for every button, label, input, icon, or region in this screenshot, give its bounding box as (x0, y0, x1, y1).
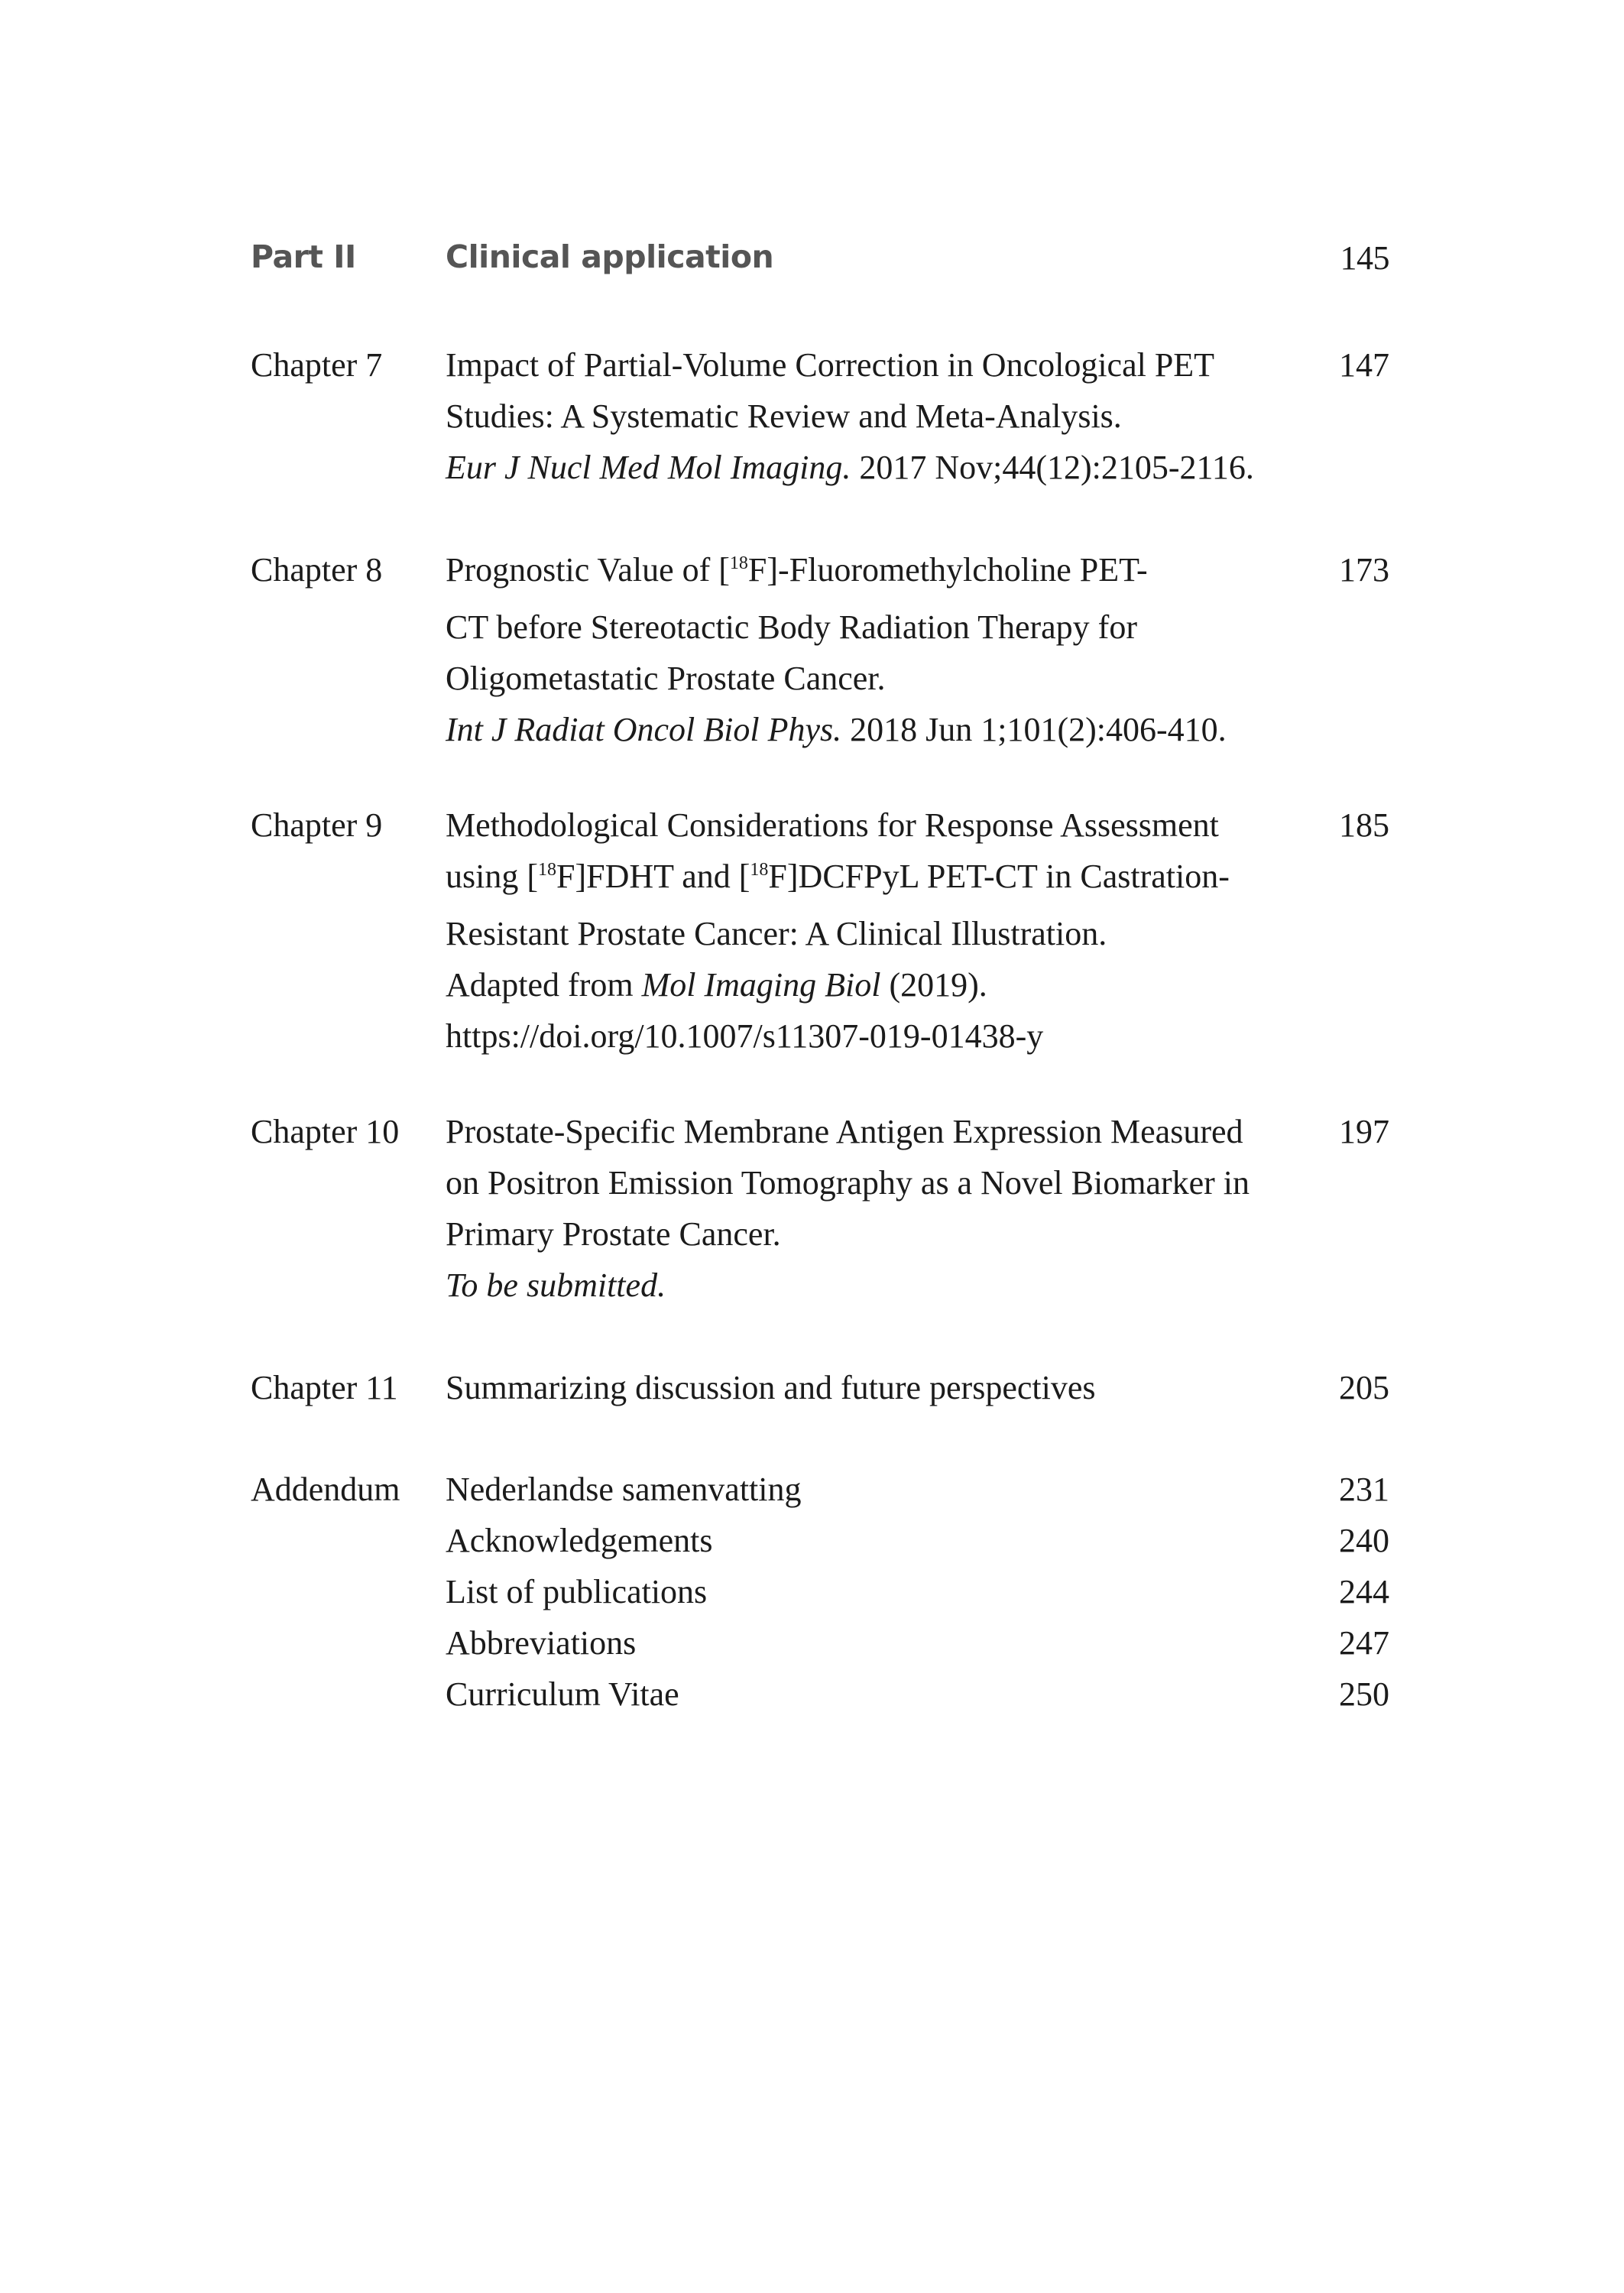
isotope-superscript: 18 (750, 860, 769, 880)
chapter-label: Chapter 10 (251, 1113, 400, 1150)
part-page-number: 145 (1340, 239, 1389, 277)
addendum-label: Addendum (251, 1471, 400, 1508)
chapter-description (446, 544, 1324, 755)
addendum-page-number: 244 (1339, 1573, 1389, 1610)
chapter-page-number: 205 (1339, 1369, 1389, 1406)
chapter-status: To be submitted. (446, 1267, 666, 1304)
chapter-description (446, 339, 1324, 493)
chapter-page-number: 185 (1339, 806, 1389, 844)
isotope-superscript: 18 (729, 553, 748, 573)
part-title: Clinical application (446, 238, 774, 275)
chapter-title-line: on Positron Emission Tomography as a Novel Biomarker in (446, 1164, 1250, 1202)
chapter-title-line: Summarizing discussion and future perspectives (446, 1369, 1096, 1406)
addendum-page-number: 240 (1339, 1522, 1389, 1559)
chapter-title-line: Prostate-Specific Membrane Antigen Expression Measured (446, 1113, 1243, 1150)
chapter-title-line: Resistant Prostate Cancer: A Clinical Illustration. (446, 915, 1107, 952)
addendum-page-number: 247 (1339, 1624, 1389, 1662)
chapter-description (446, 1362, 1324, 1413)
addendum-item[interactable]: List of publications (446, 1573, 708, 1610)
journal-name: Int J Radiat Oncol Biol Phys. (446, 711, 842, 748)
chapter-title-line: CT before Stereotactic Body Radiation Therapy for (446, 608, 1137, 646)
chapter-page-number: 173 (1339, 551, 1389, 589)
part-label: Part II (251, 238, 356, 275)
chapter-citation (446, 442, 1324, 493)
chapter-page-number: 147 (1339, 346, 1389, 384)
chapter-description (446, 799, 1324, 1062)
addendum-item[interactable]: Nederlandse samenvatting (446, 1471, 802, 1508)
chapter-title-line: Methodological Considerations for Response Assessment (446, 806, 1219, 844)
chapter-title-line: Impact of Partial-Volume Correction in Oncological PET (446, 346, 1215, 384)
journal-name: Mol Imaging Biol (641, 966, 881, 1004)
chapter-description (446, 1106, 1324, 1311)
chapter-title-line: Oligometastatic Prostate Cancer. (446, 660, 886, 697)
addendum-page-number: 231 (1339, 1471, 1389, 1508)
chapter-page-number: 197 (1339, 1113, 1389, 1150)
chapter-title-line: Studies: A Systematic Review and Meta-Analysis. (446, 397, 1122, 435)
addendum-page-number: 250 (1339, 1675, 1389, 1713)
chapter-citation (446, 704, 1324, 755)
chapter-title-line: Prognostic Value of [$^{18}$F]-Fluoromethylcholine PET- (446, 551, 1148, 589)
citation-details: 2017 Nov;44(12):2105-2116. (851, 449, 1254, 486)
chapter-label: Chapter 9 (251, 806, 383, 844)
chapter-label: Chapter 8 (251, 551, 383, 589)
part-heading (251, 238, 1389, 292)
chapter-title-line: Primary Prostate Cancer. (446, 1215, 781, 1253)
chapter-citation: Adapted from Mol Imaging Biol (2019). (446, 966, 987, 1004)
chapter-title-line: using [$^{18}$F]FDHT and [$^{18}$F]DCFPyL PET-CT in Castration- (446, 858, 1230, 895)
chapter-label: Chapter 7 (251, 346, 383, 384)
citation-details: 2018 Jun 1;101(2):406-410. (841, 711, 1227, 748)
addendum-item[interactable]: Curriculum Vitae (446, 1675, 679, 1713)
addendum-page-numbers (1339, 1464, 1389, 1720)
addendum-item[interactable]: Abbreviations (446, 1624, 637, 1662)
isotope-superscript: 18 (538, 860, 556, 880)
chapter-label: Chapter 11 (251, 1369, 398, 1406)
addendum-item[interactable]: Acknowledgements (446, 1522, 713, 1559)
doi-link[interactable]: https://doi.org/10.1007/s11307-019-01438-y (446, 1017, 1044, 1055)
addendum-items (446, 1464, 1386, 1720)
journal-name: Eur J Nucl Med Mol Imaging. (446, 449, 851, 486)
